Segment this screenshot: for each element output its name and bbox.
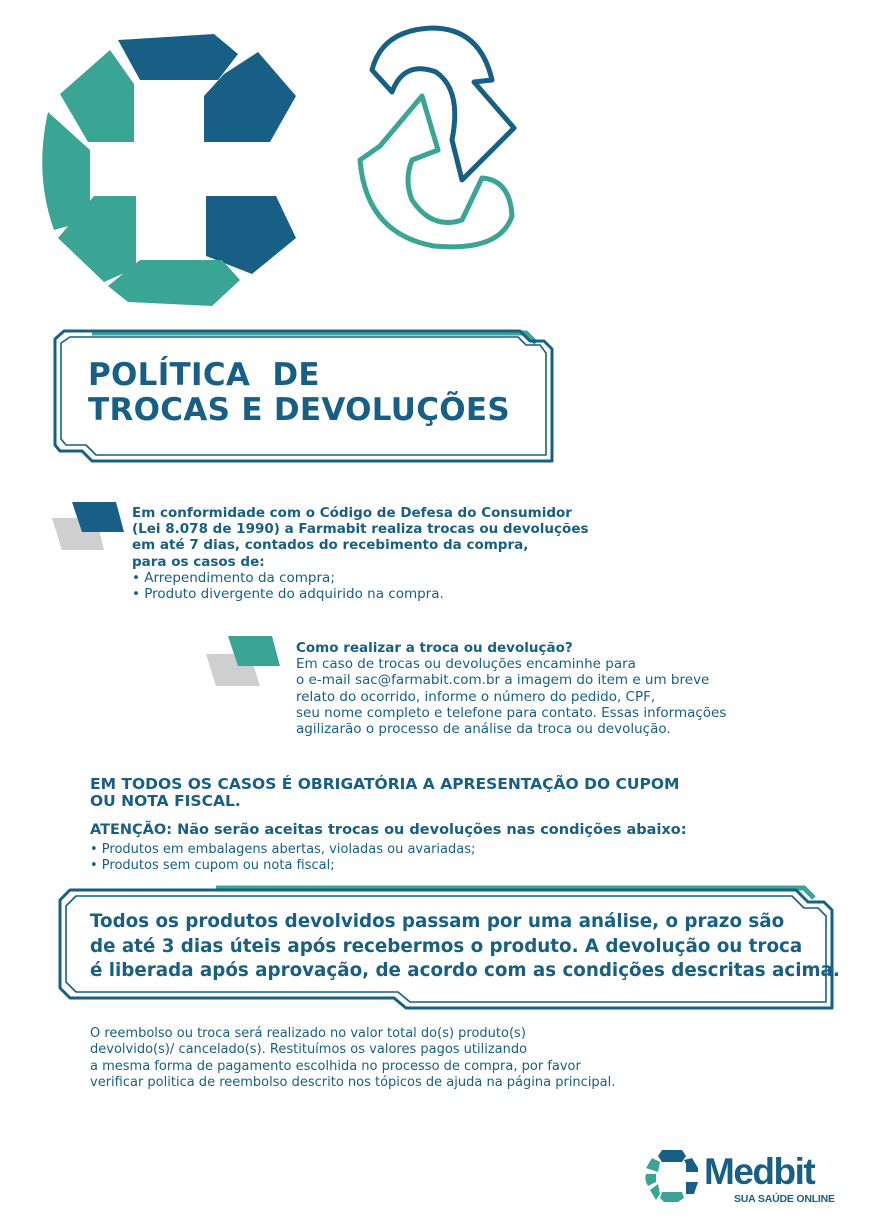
analysis-line: é liberada após aprovação, de acordo com as condições descritas acima. — [90, 960, 840, 981]
mandatory-line: OU NOTA FISCAL. — [90, 792, 241, 810]
mandatory-line: EM TODOS OS CASOS É OBRIGATÓRIA A APRESENTAÇÃO DO CUPOM — [90, 775, 680, 793]
refund-paragraph — [90, 1026, 710, 1091]
brand-tagline: SUA SAÚDE ONLINE — [734, 1193, 835, 1205]
parallelogram-icon — [206, 636, 286, 688]
title-line-2: TROCAS E DEVOLUÇÕES — [88, 392, 511, 428]
how-to-heading: Como realizar a troca ou devolução? — [296, 640, 573, 656]
attention-list — [90, 842, 475, 874]
how-to-line: o e-mail sac@farmabit.com.br a imagem do item e um breve — [296, 672, 710, 689]
intro-paragraph — [132, 505, 592, 602]
intro-line: para os casos de: — [132, 553, 265, 570]
brand-name: Medbit — [704, 1151, 815, 1192]
how-to-line: seu nome completo e telefone para contato. Essas informações — [296, 704, 727, 721]
attention-item: • Produtos em embalagens abertas, violadas ou avariadas; — [90, 842, 476, 857]
exchange-arrows-icon — [352, 20, 532, 260]
intro-line: em até 7 dias, contados do recebimento da compra, — [132, 537, 529, 554]
how-to-line: relato do ocorrido, informe o número do pedido, CPF, — [296, 688, 656, 705]
parallelogram-icon — [52, 500, 128, 552]
case-item: • Arrependimento da compra; — [132, 569, 335, 586]
how-to-line: agilizarão o processo de análise da troca ou devolução. — [296, 721, 671, 738]
refund-line: verificar politica de reembolso descrito nos tópicos de ajuda na página principal. — [90, 1074, 616, 1090]
attention-heading: ATENÇÃO: Não serão aceitas trocas ou devoluções nas condições abaixo: — [90, 822, 687, 838]
medical-cross-logo-icon — [34, 24, 304, 314]
analysis-text — [90, 910, 840, 984]
how-to-line: Em caso de trocas ou devoluções encaminhe para — [296, 656, 636, 673]
attention-item: • Produtos sem cupom ou nota fiscal; — [90, 858, 335, 873]
analysis-line: de até 3 dias úteis após recebermos o produto. A devolução ou troca — [90, 935, 803, 957]
case-item: • Produto divergente do adquirido na compra. — [132, 586, 444, 603]
analysis-line: Todos os produtos devolvidos passam por uma análise, o prazo são — [90, 911, 785, 932]
how-to-paragraph — [296, 640, 766, 737]
refund-line: O reembolso ou troca será realizado no valor total do(s) produto(s) — [90, 1026, 526, 1041]
intro-line: Em conformidade com o Código de Defesa do Consumidor — [132, 505, 572, 521]
intro-line: (Lei 8.078 de 1990) a Farmabit realiza trocas ou devoluções — [132, 521, 589, 538]
refund-line: devolvido(s)/ cancelado(s). Restituímos os valores pagos utilizando — [90, 1042, 528, 1058]
title-line-1: POLÍTICA DE — [88, 357, 320, 393]
page-title — [88, 358, 510, 428]
medbit-logo-icon — [644, 1148, 700, 1204]
refund-line: a mesma forma de pagamento escolhida no processo de compra, por favor — [90, 1058, 581, 1074]
mandatory-notice — [90, 776, 790, 810]
